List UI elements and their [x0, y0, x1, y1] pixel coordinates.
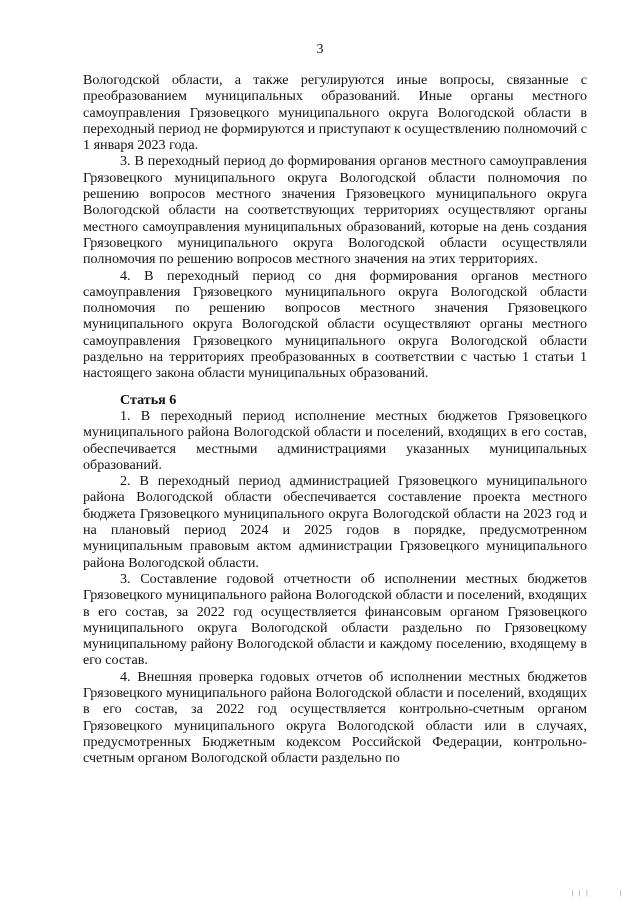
article-paragraph-3: 3. Составление годовой отчетности об исполнении местных бюджетов Грязовецкого муниципального района Вологодской области и поселений, входящих в его состав, за 2022 год осуществляется финансовым органом Грязовецкого муниципального округа Вологодской области раздельно по Грязовецкому муниципальному району Вологодской области и каждому поселению, входящему в его состав. [83, 570, 587, 669]
footer-scan-mark-right: | [620, 889, 622, 897]
paragraph-item-3: 3. В переходный период до формирования органов местного самоуправления Грязовецкого муниципального округа Вологодской области полномочия по решению вопросов местного значения Грязовецкого муниципального округа Вологодской области на соответствующих территориях осуществляют органы местного самоуправления муниципальных образований, которые на день создания Грязовецкого муниципального округа Вологодской области осуществляли полномочия по решению вопросов местного значения на этих территориях. [83, 153, 587, 268]
document-body [83, 72, 587, 766]
page-number: 3 [316, 42, 324, 57]
article-paragraph-1: 1. В переходный период исполнение местных бюджетов Грязовецкого муниципального района Вологодской области и поселений, входящих в его состав, обеспечивается местными администрациями указанных муниципальных образований. [83, 407, 587, 473]
paragraph-continuation: Вологодской области, а также регулируются иные вопросы, связанные с преобразованием муниципальных образований. Иные органы местного самоуправления Грязовецкого муниципального округа Вологодской области в переходный период не формируются и приступают к осуществлению полномочий с 1 января 2023 года. [83, 72, 587, 154]
footer-scan-mark: | | | [572, 889, 590, 897]
article-paragraph-2: 2. В переходный период администрацией Грязовецкого муниципального района Вологодской области обеспечивается составление проекта местного бюджета Грязовецкого муниципального округа Вологодской области на 2023 год и на плановый период 2024 и 2025 годов в порядке, предусмотренном муниципальным правовым актом администрации Грязовецкого муниципального района Вологодской области. [83, 473, 587, 571]
article-paragraph-4: 4. Внешняя проверка годовых отчетов об исполнении местных бюджетов Грязовецкого муниципального района Вологодской области и поселений, входящих в его состав, за 2022 год осуществляется контрольно-счетным органом Грязовецкого муниципального округа Вологодской области или в случаях, предусмотренных Бюджетным кодексом Российской Федерации, контрольно-счетным органом Вологодской области раздельно по [83, 668, 587, 767]
article-heading: Статья 6 [120, 391, 177, 408]
paragraph-item-4: 4. В переходный период со дня формирования органов местного самоуправления Грязовецкого муниципального округа Вологодской области полномочия по решению вопросов местного значения Грязовецкого муниципального округа Вологодской области осуществляют органы местного самоуправления Грязовецкого муниципального округа Вологодской области раздельно на территориях преобразованных в соответствии с частью 1 статьи 1 настоящего закона области муниципальных образований. [83, 267, 587, 382]
